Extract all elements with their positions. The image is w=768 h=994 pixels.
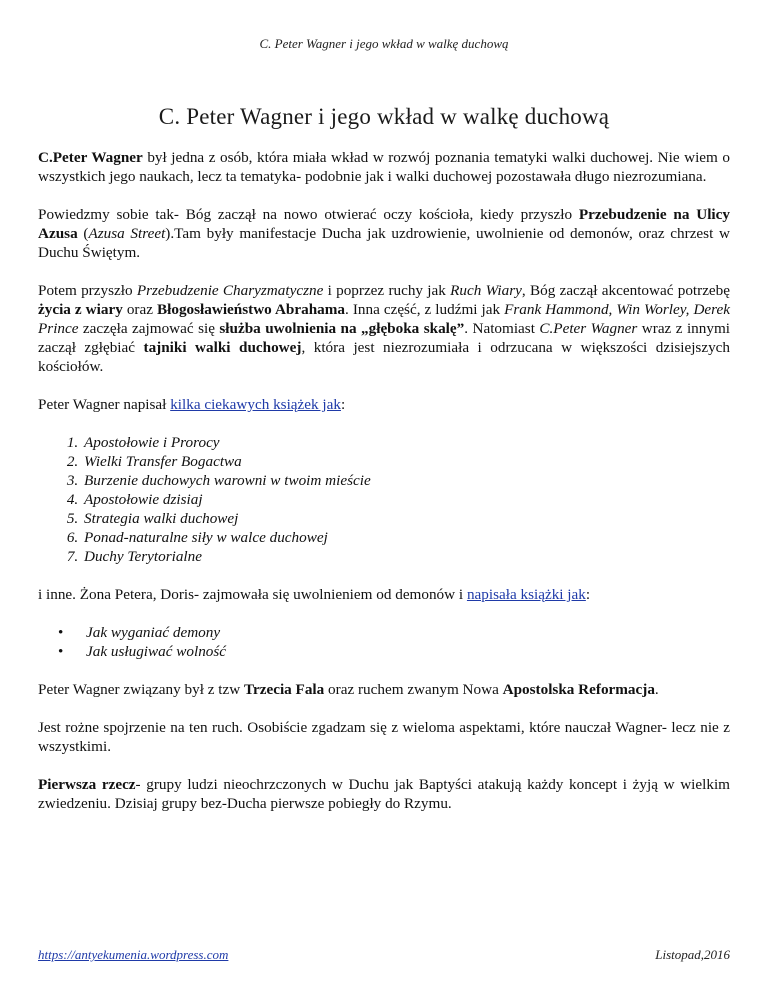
- list-item: 5. Strategia walki duchowej: [82, 509, 730, 528]
- paragraph-first-thing: [38, 775, 730, 813]
- paragraph-books-intro: [38, 395, 730, 414]
- body-text: :: [585, 586, 591, 603]
- list-item: [58, 642, 730, 661]
- bold-text: C.Peter Wagner: [38, 149, 143, 166]
- footer-link[interactable]: https://antyekumenia.wordpress.com: [38, 947, 229, 962]
- body-text: i poprzez ruchy jak: [323, 282, 451, 299]
- list-item: 6. Ponad-naturalne siły w walce duchowej: [82, 528, 730, 547]
- bold-text: życia z wiary: [38, 301, 123, 318]
- paragraph-charismatic: [38, 281, 730, 376]
- books-list: [38, 433, 730, 566]
- body-text: oraz: [122, 301, 158, 318]
- bold-text: Apostolska Reformacja: [502, 681, 655, 698]
- paragraph-azusa: [38, 205, 730, 262]
- paragraph-doris: [38, 585, 730, 604]
- list-item: 3. Burzenie duchowych warowni w twoim mieście: [82, 471, 730, 490]
- bold-text: Błogosławieństwo Abrahama: [157, 301, 345, 318]
- body-text: (: [77, 225, 89, 242]
- body-text: Powiedzmy sobie tak- Bóg zaczął na nowo otwierać oczy kościoła, kiedy przyszło: [38, 206, 579, 223]
- body-text: wraz z innymi zaczął zgłębiać: [38, 320, 730, 356]
- body-text: Potem przyszło: [38, 282, 137, 299]
- bold-text: służba uwolnienia na „głęboka skalę”: [219, 320, 465, 337]
- italic-text: Ruch Wiary: [450, 282, 522, 299]
- body-text: , Bóg zaczął akcentować potrzebę: [521, 282, 731, 299]
- bold-text: Pierwsza rzecz: [38, 776, 136, 793]
- body-text: Peter Wagner związany był z tzw: [38, 681, 244, 698]
- body-text: .: [654, 681, 659, 698]
- body-text: Jest rożne spojrzenie na ten ruch. Osobiście zgadzam się z wieloma aspektami, które nauczał Wagner- lecz nie z wszystkimi.: [38, 719, 730, 755]
- document-body: [38, 148, 730, 832]
- bold-text: Trzecia Fala: [243, 681, 325, 698]
- body-text: , która jest niezrozumiała i odrzucana w większości dzisiejszych kościołów.: [38, 339, 730, 375]
- books-link[interactable]: kilka ciekawych książek jak: [170, 396, 341, 413]
- body-text: zaczęła zajmować się: [78, 320, 220, 337]
- bullet-icon: •: [58, 624, 64, 641]
- italic-text: Azusa Street: [88, 225, 166, 242]
- list-item: 1. Apostołowie i Prorocy: [82, 433, 730, 452]
- body-text: oraz ruchem zwanym Nowa: [324, 681, 503, 698]
- bold-text: tajniki walki duchowej: [143, 339, 302, 356]
- italic-text: Frank Hammond, Win Worley, Derek Prince: [38, 301, 730, 337]
- bullet-icon: •: [58, 643, 64, 660]
- body-text: - grupy ludzi nieochrzczonych w Duchu jak Baptyści atakują każdy koncept i żyją w wielkim zwiedzeniu. Dzisiaj grupy bez-Ducha pierwsze pobiegły do Rzymu.: [38, 776, 730, 812]
- list-item-text: Jak usługiwać wolność: [86, 643, 227, 660]
- paragraph-opinion: [38, 718, 730, 756]
- list-item: 2. Wielki Transfer Bogactwa: [82, 452, 730, 471]
- list-item: 4. Apostołowie dzisiaj: [82, 490, 730, 509]
- list-item: 7. Duchy Terytorialne: [82, 547, 730, 566]
- footer-date: Listopad,2016: [655, 947, 730, 962]
- body-text: Peter Wagner napisał: [38, 396, 171, 413]
- paragraph-third-wave: [38, 680, 730, 699]
- body-text: . Inna część, z ludźmi jak: [345, 301, 505, 318]
- body-text: był jedna z osób, która miała wkład w rozwój poznania tematyki walki duchowej. Nie wiem o wszystkich jego naukach, lecz ta tematyka- podobnie jak i walki duchowej pozostawała długo niezrozumiana.: [38, 149, 730, 185]
- doris-books-link[interactable]: napisała książki jak: [466, 586, 586, 603]
- list-item: [58, 623, 730, 642]
- italic-text: C.Peter Wagner: [539, 320, 638, 337]
- body-text: i inne. Żona Petera, Doris- zajmowała się uwolnieniem od demonów i: [38, 586, 467, 603]
- body-text: :: [340, 396, 346, 413]
- paragraph-intro: [38, 148, 730, 186]
- body-text: ).Tam były manifestacje Ducha jak uzdrowienie, uwolnienie od demonów, oraz chrzest w Duchu Świętym.: [38, 225, 730, 261]
- running-header: C. Peter Wagner i jego wkład w walkę duchową: [259, 36, 509, 51]
- list-item-text: Jak wyganiać demony: [86, 624, 221, 641]
- document-title: C. Peter Wagner i jego wkład w walkę duchową: [158, 104, 610, 129]
- bold-text: Przebudzenie na Ulicy Azusa: [38, 206, 730, 242]
- italic-text: Przebudzenie Charyzmatyczne: [136, 282, 324, 299]
- doris-books-list: [38, 623, 730, 661]
- body-text: . Natomiast: [464, 320, 540, 337]
